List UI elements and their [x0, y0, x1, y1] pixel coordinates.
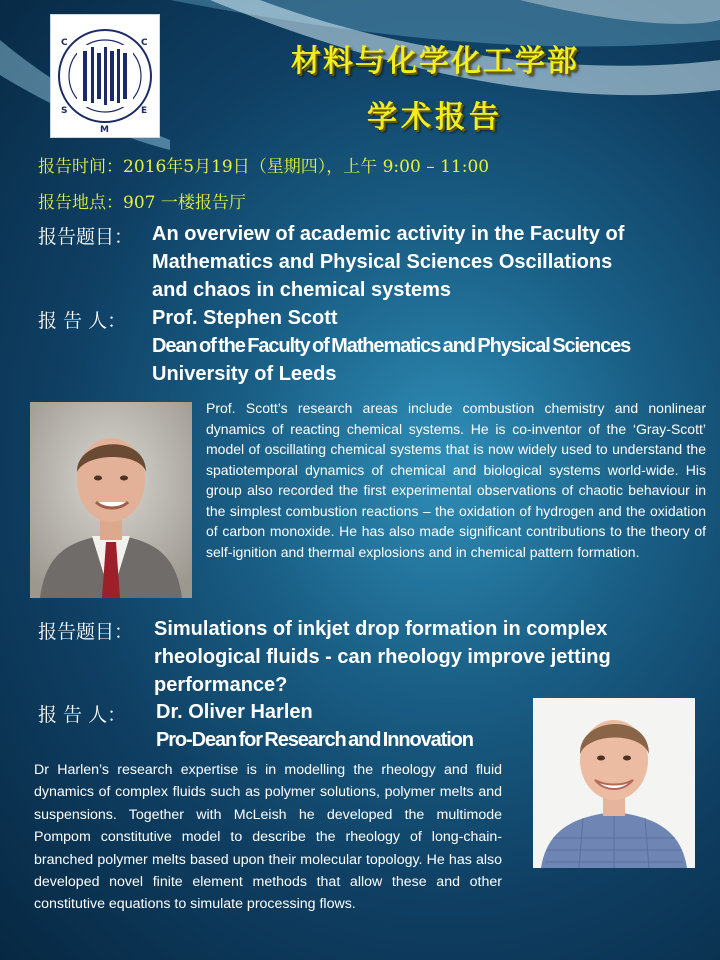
- faculty-title: 材料与化学化工学部: [291, 44, 579, 79]
- svg-text:S: S: [61, 106, 68, 116]
- talk1-topic-label: 报告题目：: [38, 226, 134, 248]
- talk1-speaker-label: 报 告 人：: [38, 310, 127, 332]
- talk1-topic-line: Mathematics and Physical Sciences Oscillations: [152, 251, 613, 273]
- talk1-speaker-name: Prof. Stephen Scott: [152, 307, 338, 329]
- event-time: 报告时间：2016年5月19日（星期四），上午 9:00 – 11:00: [38, 157, 490, 177]
- talk2-topic-label: 报告题目：: [38, 621, 134, 643]
- talk2-speaker-name: Dr. Oliver Harlen: [156, 701, 313, 723]
- svg-text:C: C: [61, 38, 68, 48]
- talk2-speaker-label: 报 告 人：: [38, 704, 127, 726]
- talk1-speaker-title: Dean of the Faculty of Mathematics and Physical Sciences: [152, 335, 631, 357]
- talk1-speaker: [152, 304, 630, 388]
- svg-text:M: M: [100, 125, 109, 135]
- event-title: 学术报告: [367, 100, 503, 135]
- talk2-topic-line: performance?: [154, 674, 288, 696]
- talk2-topic-line: rheological fluids - can rheology improve jetting: [154, 646, 611, 668]
- talk1-topic-line: An overview of academic activity in the Faculty of: [152, 223, 625, 245]
- talk2-speaker-title: Pro-Dean for Research and Innovation: [156, 729, 473, 751]
- talk1-topic-line: and chaos in chemical systems: [152, 279, 452, 301]
- svg-text:C: C: [141, 38, 148, 48]
- talk2-topic: [154, 615, 611, 699]
- faculty-logo: [50, 14, 160, 138]
- talk1-topic: [152, 220, 624, 304]
- talk2-topic-line: Simulations of inkjet drop formation in complex: [154, 618, 608, 640]
- talk2-speaker: [156, 698, 473, 754]
- talk1-bio: Prof. Scott’s research areas include combustion chemistry and nonlinear dynamics of reacting chemical systems. He is co-inventor of the ‘Gray-Scott’ model of oscillating chemical systems that is now widely used to understand the spatiotemporal dynamics of chemical and biological systems world-wide. His group also recorded the first experimental observations of chaotic behaviour in the simplest combustion reactions – the oxidation of hydrogen and the oxidation of carbon monoxide. He has also made significant contributions to the theory of self-ignition and thermal explosions and in chemical pattern formation.: [206, 400, 706, 560]
- talk1-speaker-photo: [30, 402, 192, 598]
- talk1-speaker-affiliation: University of Leeds: [152, 363, 337, 385]
- event-place: 报告地点：907 一楼报告厅: [38, 193, 246, 213]
- talk2-bio: Dr Harlen’s research expertise is in modelling the rheology and fluid dynamics of complex fluids such as polymer solutions, polymer melts and suspensions. Together with McLeish he developed the multimode Pompom constitutive model to describe the rheology of long-chain-branched polymer melts based upon their molecular topology. He has also developed novel finite element methods that allow these and other constitutive equations to simulate processing flows.: [34, 762, 502, 913]
- svg-text:E: E: [141, 106, 148, 116]
- talk2-speaker-photo: [533, 698, 695, 868]
